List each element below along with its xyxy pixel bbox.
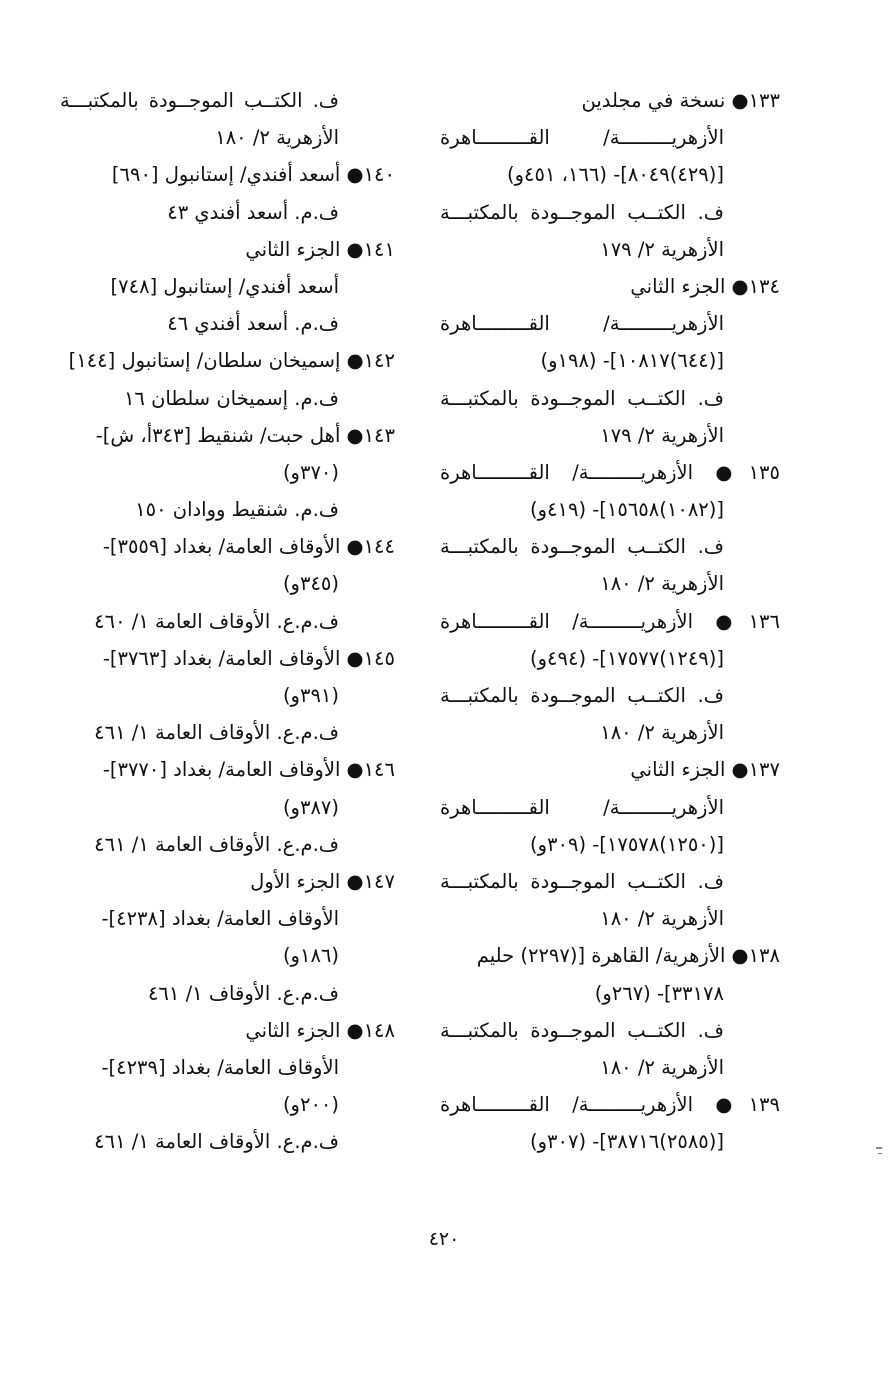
scan-speck [876,1147,882,1149]
right-column-line: الأزهرية ٢/ ١٧٩ [600,237,724,261]
left-column-line: الأوقاف العامة/ بغداد [٤٢٣٨]- [101,907,339,931]
right-column-line: [(٤٢٩)٨٠٤٩]- (١٦٦، ٤٥١و) [507,163,724,187]
right-column-line: ١٣٩● الأزهريـــــــــة/ القـــــــــاهرة [440,1093,780,1117]
right-column-line: [(١٢٤٩)١٧٥٧٧]- (٤٩٤و) [529,646,724,670]
right-column-line: ف. الكتــب الموجــودة بالمكتبـــة [440,386,724,410]
left-column-line: ف.م. أسعد أفندي ٤٦ [167,312,339,336]
right-column-line: [(١٢٥٠)١٧٥٧٨]- (٣٠٩و) [529,832,724,856]
left-column-line: ١٤٣● أهل حبت/ شنقيط [٣٤٣أ، ش]- [95,423,395,447]
left-column-line: ١٤٨● الجزء الثاني [245,1018,395,1042]
left-column-line: ف.م. إسميخان سلطان ١٦ [123,386,339,410]
right-column-line: الأزهرية ٢/ ١٨٠ [600,1055,724,1079]
left-column-line: ف.م. شنقيط ووادان ١٥٠ [135,498,339,522]
right-column-line: الأزهريـــــــــة/ القـــــــــاهرة [440,312,724,336]
right-column-line: ١٣٦● الأزهريـــــــــة/ القـــــــــاهرة [440,609,780,633]
left-column-line: ف.م.ع. الأوقاف ١/ ٤٦١ [147,981,339,1005]
right-column-line: ١٣٧● الجزء الثاني [630,758,780,782]
left-column-line: ف.م.ع. الأوقاف العامة ١/ ٤٦٠ [94,609,339,633]
left-column-line: الأوقاف العامة/ بغداد [٤٢٣٩]- [101,1055,339,1079]
left-column-line: (٣٩١و) [282,684,339,707]
right-column-line: الأزهرية ٢/ ١٨٠ [600,907,724,931]
left-column-line: ١٤٧● الجزء الأول [250,869,395,893]
right-column-line: [(١٠٨٢)١٥٦٥٨]- (٤١٩و) [529,498,724,522]
left-column-line: (١٨٦و) [282,944,339,968]
right-column-line: ف. الكتــب الموجــودة بالمكتبـــة [440,684,724,707]
left-column-line: ف.م.ع. الأوقاف العامة ١/ ٤٦١ [94,1130,339,1154]
right-column-line: [(٢٥٨٥)٣٨٧١٦]- (٣٠٧و) [529,1130,724,1154]
left-column-line: ١٤٢● إسميخان سلطان/ إستانبول [١٤٤] [68,349,395,373]
page-number: ٤٢٠ [428,1228,460,1250]
left-column-line: ١٤٤● الأوقاف العامة/ بغداد [٣٥٥٩]- [102,535,395,559]
right-column-line: ف. الكتــب الموجــودة بالمكتبـــة [440,200,724,224]
left-column-line: ١٤٦● الأوقاف العامة/ بغداد [٣٧٧٠]- [102,758,395,782]
right-column-line: ١٣٣● نسخة في مجلدين [581,89,780,112]
right-column-line: الأزهريـــــــــة/ القـــــــــاهرة [440,795,724,819]
left-column-line: (٣٧٠و) [282,460,339,484]
right-column [440,82,780,1160]
left-column-line: أسعد أفندي/ إستانبول [٧٤٨] [110,274,339,298]
left-column-line: ١٤٥● الأوقاف العامة/ بغداد [٣٧٦٣]- [102,646,395,670]
right-column-line: ١٣٨● الأزهرية/ القاهرة [(٢٢٩٧) حليم [476,944,780,968]
left-column-line: ف.م. أسعد أفندي ٤٣ [167,200,339,224]
right-column-line: الأزهرية ٢/ ١٨٠ [600,721,724,745]
left-column-line: ف.م.ع. الأوقاف العامة ١/ ٤٦١ [94,832,339,856]
right-column-line: الأزهريـــــــــة/ القـــــــــاهرة [440,126,724,150]
left-column-line: (٢٠٠و) [282,1093,339,1117]
left-column [60,82,395,1160]
right-column-line: ٣٣١٧٨]- (٢٦٧و) [594,981,724,1005]
right-column-line: [(٦٤٤)١٠٨١٧]- (١٩٨و) [540,349,724,373]
scan-speck [878,1153,882,1154]
left-column-line: ١٤١● الجزء الثاني [245,237,395,261]
right-column-line: ف. الكتــب الموجــودة بالمكتبـــة [440,535,724,559]
left-column-line: ف.م.ع. الأوقاف العامة ١/ ٤٦١ [94,721,339,745]
right-column-line: الأزهرية ٢/ ١٨٠ [600,572,724,596]
left-column-line: (٣٨٧و) [282,795,339,819]
right-column-line: ف. الكتــب الموجــودة بالمكتبـــة [440,869,724,893]
left-column-line: (٣٤٥و) [282,572,339,596]
left-column-line: الأزهرية ٢/ ١٨٠ [215,126,339,150]
left-column-line: ف. الكتــب الموجــودة بالمكتبـــة [60,89,339,112]
left-column-line: ١٤٠● أسعد أفندي/ إستانبول [٦٩٠] [111,163,395,187]
right-column-line: ١٣٥● الأزهريـــــــــة/ القـــــــــاهرة [440,460,780,484]
right-column-line: الأزهرية ٢/ ١٧٩ [600,423,724,447]
right-column-line: ف. الكتــب الموجــودة بالمكتبـــة [440,1018,724,1042]
right-column-line: ١٣٤● الجزء الثاني [630,274,780,298]
